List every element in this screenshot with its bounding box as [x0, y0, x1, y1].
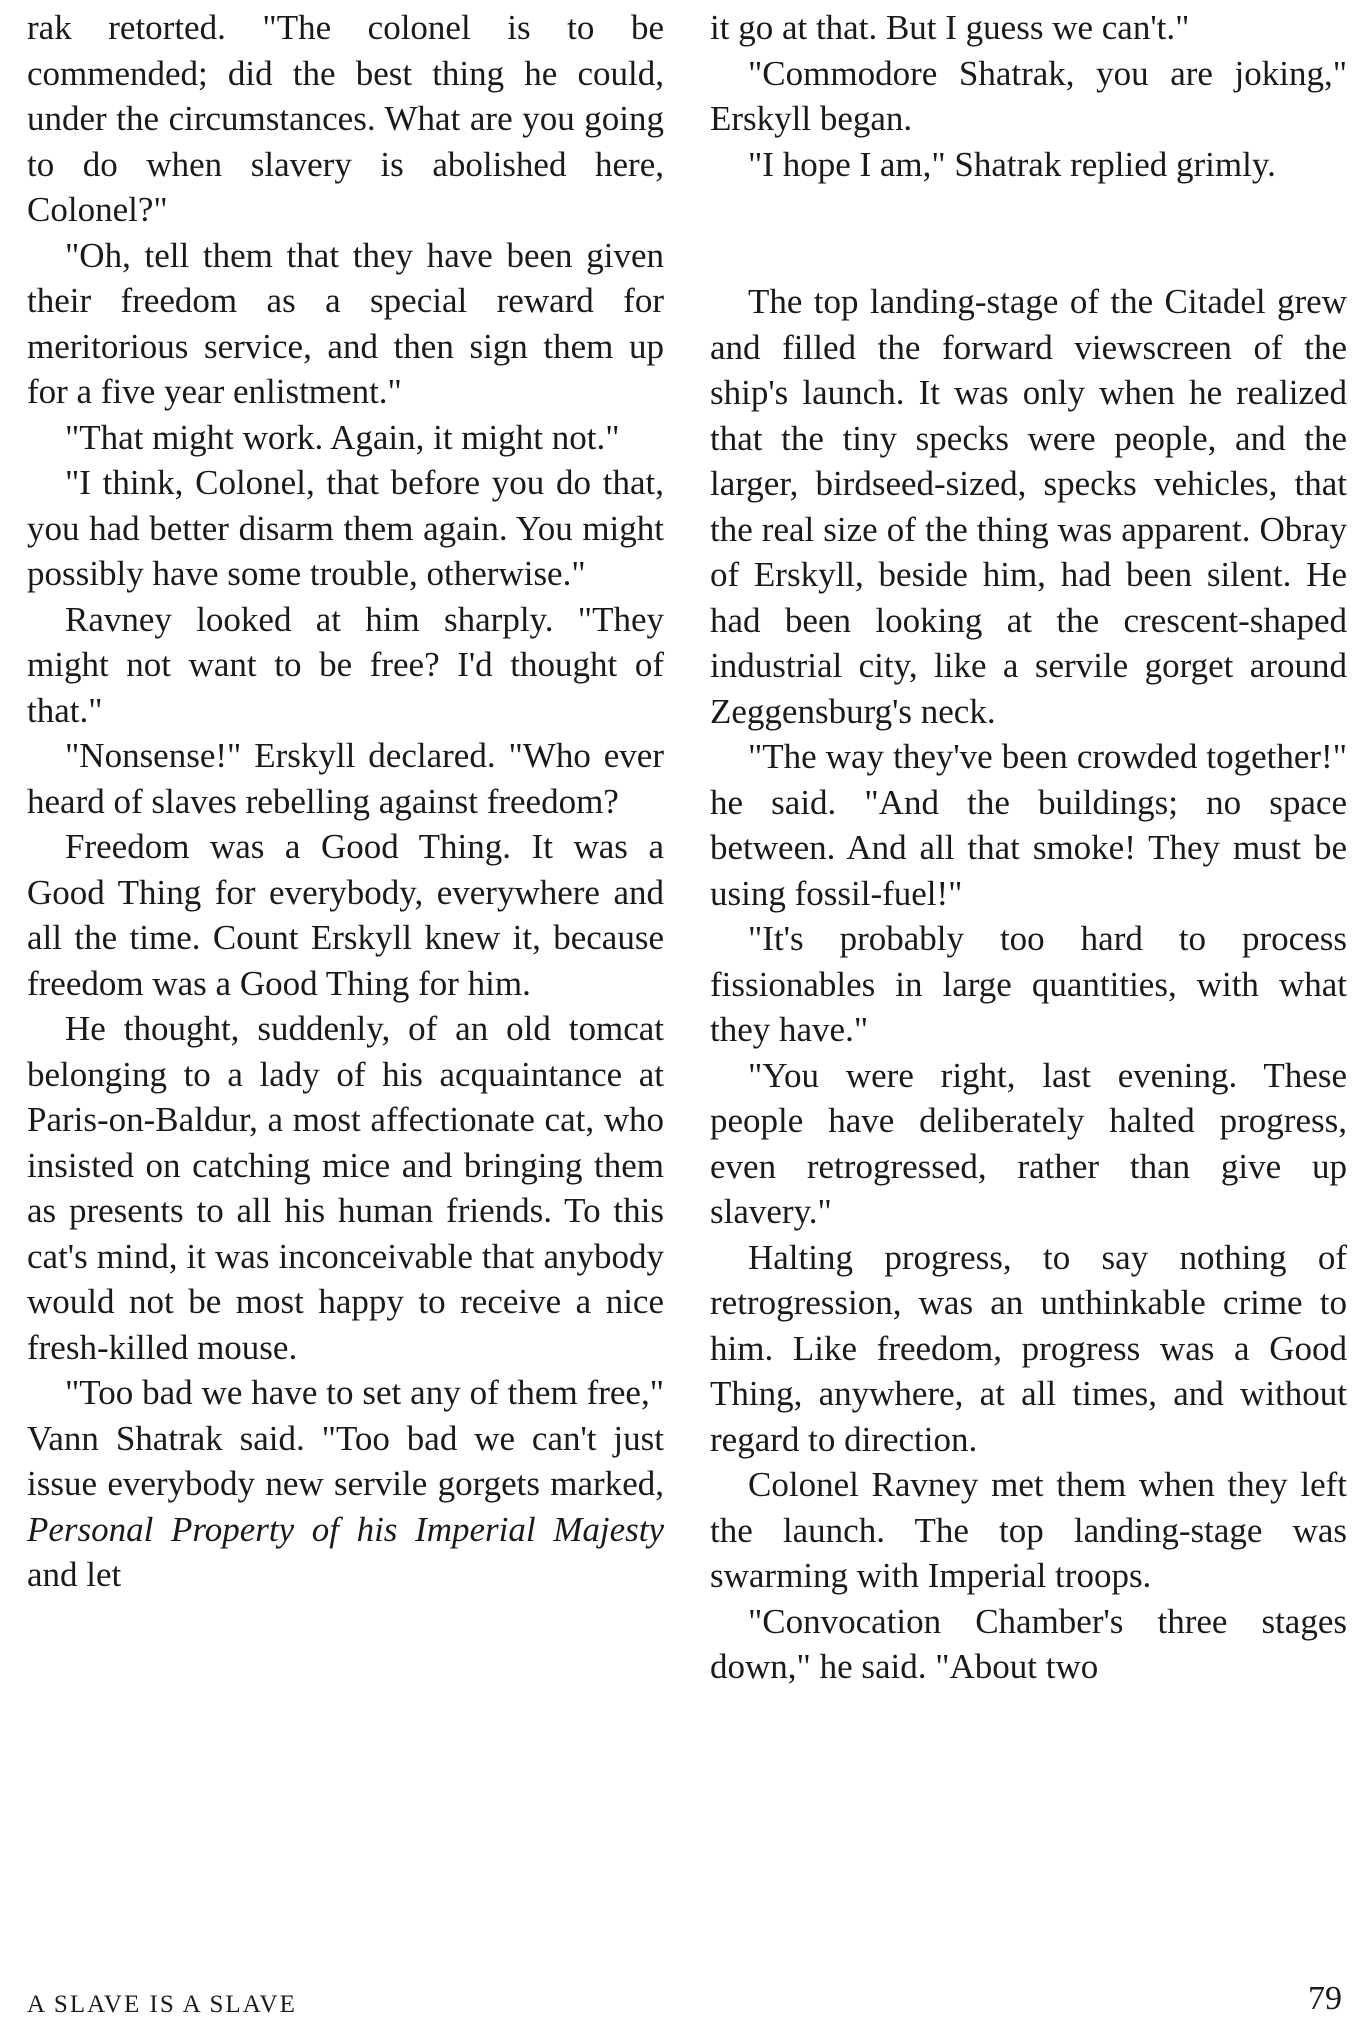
paragraph: Halting progress, to say nothing of retrogression, was an unthinkable crime to him. Like freedom, progress was a Good Thing, anywhere, at all times, and without regard to direction. [710, 1237, 1347, 1459]
paragraph [27, 1370, 664, 1598]
paragraph: "You were right, last evening. These people have deliberately halted progress, even retrogressed, rather than give up slavery." [710, 1055, 1347, 1231]
paragraph: rak retorted. "The colonel is to be commended; did the best thing he could, under the circumstances. What are you going to do when slavery is abolished here, Colonel?" [27, 8, 664, 229]
paragraph: He thought, suddenly, of an old tomcat belonging to a lady of his acquaintance at Paris-on-Baldur, a most affectionate cat, who insisted on catching mice and bringing them as presents to all his human friends. To this cat's mind, it was inconceivable that anybody would not be most happy to receive a nice fresh-killed mouse. [27, 1009, 664, 1367]
paragraph: "Nonsense!" Erskyll declared. "Who ever heard of slaves rebelling against freedom? [27, 736, 664, 821]
paragraph-tail: and let [27, 1555, 122, 1594]
paragraph: "It's probably too hard to process fissionables in large quantities, with what they have." [710, 919, 1347, 1049]
paragraph: The top landing-stage of the Citadel grew and filled the forward viewscreen of the ship's launch. It was only when he realized that the tiny specks were people, and the larger, birdseed-sized, specks vehicles, that the real size of the thing was apparent. Obray of Erskyll, beside him, had been silent. He had been looking at the crescent-shaped industrial city, like a servile gorget around Zeggensburg's neck. [710, 282, 1347, 731]
paragraph-text: "Too bad we have to set any of them free," Vann Shatrak said. "Too bad we can't just issue everybody new servile gorgets marked, [27, 1373, 664, 1503]
running-head: A SLAVE IS A SLAVE [27, 1991, 297, 2018]
paragraph: Ravney looked at him sharply. "They might not want to be free? I'd thought of that." [27, 599, 664, 730]
paragraph: "Convocation Chamber's three stages down," he said. "About two [710, 1601, 1347, 1686]
paragraph: it go at that. But I guess we can't." [710, 8, 1190, 47]
paragraph: Colonel Ravney met them when they left the launch. The top landing-stage was swarming with Imperial troops. [710, 1465, 1347, 1595]
paragraph: "I hope I am," Shatrak replied grimly. [748, 144, 1276, 184]
paragraph: Freedom was a Good Thing. It was a Good Thing for everybody, everywhere and all the time. Count Erskyll knew it, because freedom was a Good Thing for him. [27, 827, 664, 1003]
paragraph: "The way they've been crowded together!" he said. "And the buildings; no space between. And all that smoke! They must be using fossil-fuel!" [710, 737, 1347, 913]
page-number: 79 [1308, 1980, 1342, 2017]
paragraph: "That might work. Again, it might not." [65, 417, 620, 457]
right-text-column [710, 5, 1347, 1690]
paragraph: "Oh, tell them that they have been given their freedom as a special reward for meritorious service, and then sign them up for a five year enlistment." [27, 235, 664, 411]
left-text-column [27, 5, 664, 1598]
paragraph: "I think, Colonel, that before you do that, you had better disarm them again. You might possibly have some trouble, otherwise." [27, 463, 664, 593]
page-footer [27, 1982, 1342, 2022]
italic-phrase: Personal Property of his Imperial Majesty [27, 1509, 664, 1549]
paragraph: "Commodore Shatrak, you are joking," Erskyll began. [710, 53, 1347, 138]
